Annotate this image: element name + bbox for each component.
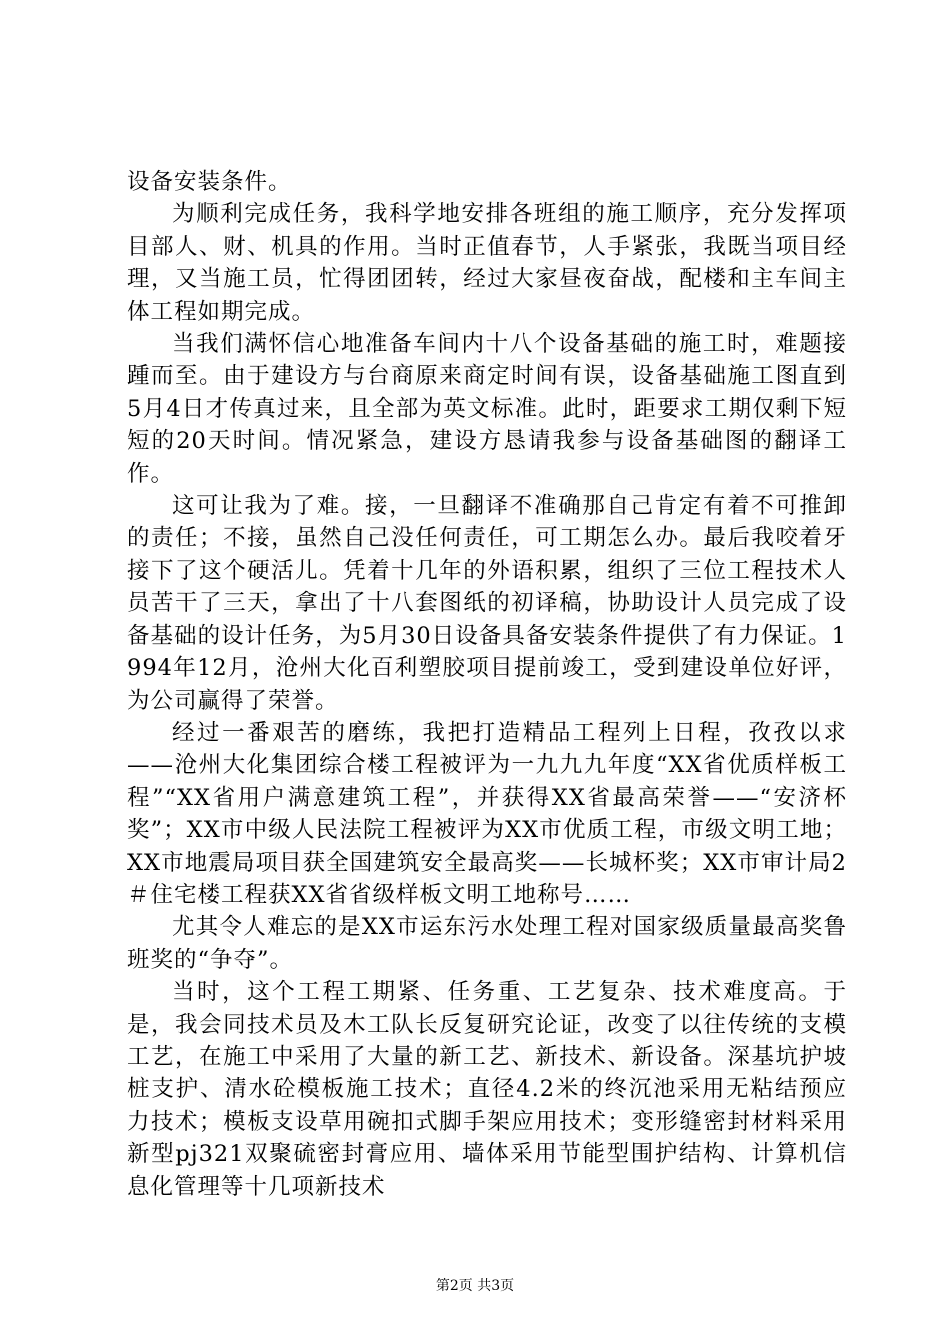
paragraph-5: 经过一番艰苦的磨练，我把打造精品工程列上日程，孜孜以求——沧州大化集团综合楼工程被评为一九九九年度“XX省优质样板工程”“XX省用户满意建筑工程”，并获得XX省最高荣誉——“安济杯奖”；XX市中级人民法院工程被评为XX市优质工程，市级文明工地；XX市地震局项目获全国建筑安全最高奖——长城杯奖；XX市审计局2＃住宅楼工程获XX省省级样板文明工地称号……	[127, 719, 847, 908]
page-footer: 第2页 共3页	[435, 1278, 515, 1294]
paragraph-4: 这可让我为了难。接，一旦翻译不准确那自己肯定有着不可推卸的责任；不接，虽然自己没任何责任，可工期怎么办。最后我咬着牙接下了这个硬活儿。凭着十几年的外语积累，组织了三位工程技术人员苦干了三天，拿出了十八套图纸的初译稿，协助设计人员完成了设备基础的设计任务，为5月30日设备具备安装条件提供了有力保证。1994年12月，沧州大化百利塑胶项目提前竣工，受到建设单位好评，为公司赢得了荣誉。	[127, 493, 847, 714]
document-body	[127, 166, 847, 1203]
paragraph-3: 当我们满怀信心地准备车间内十八个设备基础的施工时，难题接踵而至。由于建设方与台商原来商定时间有误，设备基础施工图直到5月4日才传真过来，且全部为英文标准。此时，距要求工期仅剩下短短的20天时间。情况紧急，建设方恳请我参与设备基础图的翻译工作。	[127, 331, 847, 487]
paragraph-7: 当时，这个工程工期紧、任务重、工艺复杂、技术难度高。于是，我会同技术员及木工队长反复研究论证，改变了以往传统的支模工艺，在施工中采用了大量的新工艺、新技术、新设备。深基坑护坡桩支护、清水砼模板施工技术；直径4.2米的终沉池采用无粘结预应力技术；模板支设草用碗扣式脚手架应用技术；变形缝密封材料采用新型pj321双聚硫密封膏应用、墙体采用节能型围护结构、计算机信息化管理等十几项新技术	[127, 979, 847, 1200]
paragraph-1: 设备安装条件。	[127, 169, 292, 195]
paragraph-6: 尤其令人难忘的是XX市运东污水处理工程对国家级质量最高奖鲁班奖的“争夺”。	[127, 914, 847, 973]
paragraph-2: 为顺利完成任务，我科学地安排各班组的施工顺序，充分发挥项目部人、财、机具的作用。当时正值春节，人手紧张，我既当项目经理，又当施工员，忙得团团转，经过大家昼夜奋战，配楼和主车间主体工程如期完成。	[127, 201, 847, 325]
